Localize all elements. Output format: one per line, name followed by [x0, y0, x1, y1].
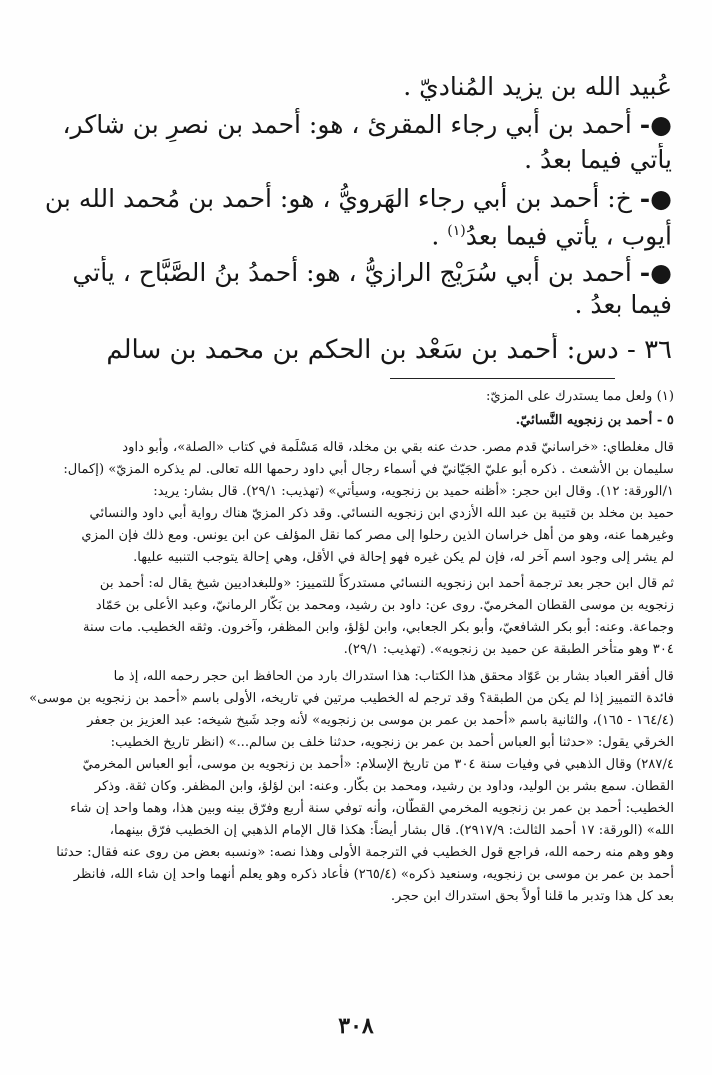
footnote-line-9: [10, 573, 674, 595]
entry-bullet-icon: ●-: [639, 184, 672, 213]
main-text-line-3-text: يأتي فيما بعدُ .: [524, 145, 672, 174]
main-text-line-5-text: أيوب ، يأتي فيما بعدُ: [465, 221, 672, 251]
footnote-line-12: [10, 639, 674, 661]
main-text-line-1: [12, 70, 672, 104]
main-text-line-4-text: خ: أحمد بن أبي رجاء الهَرويُّ ، هو: أحمد بن مُحمد الله بن: [44, 184, 632, 213]
footnote-line-1-text: (١) ولعل مما يستدرك على المزيّ:: [486, 389, 674, 404]
footnote-line-2: [10, 410, 674, 432]
entry-bullet-icon: ●-: [639, 110, 672, 139]
main-text-line-8-text: ٣٦ - دس: أحمد بن سَعْد بن الحكم بن محمد بن سالم: [106, 335, 672, 365]
main-text-line-3: [12, 143, 672, 177]
footnote-line-19-text: الخطيب: أحمد بن عمر بن زنجويه المخرمي القطّان، وأنه توفي سنة أربع وفرّق بينه وبين هذا، وهما واحد إن شاء: [70, 801, 674, 816]
footnote-line-1: [10, 386, 674, 408]
footnote-line-8-text: لم يشر إلى وجود اسم آخر له، فإن لم يكن غيره فهو إحالة في الأقل، وهي إحالة يتوجب التنبيه عليها.: [133, 550, 674, 565]
main-text-line-7-text: فيما بعدُ .: [574, 290, 672, 319]
footnote-line-2-text: ٥ - أحمد بن زنجويه النَّسائيّ.: [515, 413, 674, 428]
main-text-line-2: [12, 108, 672, 142]
footnote-line-16-text: الخرقي يقول: «حدثنا أبو العباس أحمد بن عمر بن زنجويه، حدثنا خلف بن سالم...» (انظر تاريخ الخطيب:: [110, 735, 674, 750]
footnote-line-11-text: وجماعة. وعنه: أبو بكر الشافعيّ، وأبو بكر الجعابي، وابن لؤلؤ، وابن المظفر، وآخرون. وثقه الخطيب. مات سنة: [82, 620, 674, 635]
footnote-line-20-text: الله» (الورقة: ١٧ أحمد الثالث: ٢٩١٧/٩). قال بشار أيضاً: هكذا قال الإمام الذهبي إن الخطيب فرّق بينهما،: [109, 823, 674, 838]
page-number: ٣٠٨: [338, 1013, 374, 1039]
main-text-line-6: [12, 256, 672, 290]
footnote-line-5: [10, 481, 674, 503]
footnote-line-12-text: ٣٠٤ وهو متأخر الطبقة عن حميد بن زنجويه». (تهذيب: ٢٩/١).: [343, 642, 674, 657]
main-text-line-5: أيوب ، يأتي فيما بعدُ$^{(١)}$ .: [431, 221, 672, 251]
footnote-line-21-text: وهو وهم منه رحمه الله، فراجع قول الخطيب في الترجمة الأولى وهذا نصه: «ونسبه بعض من روى عنه فقال: حدثنا: [56, 845, 674, 860]
footnote-line-22-text: أحمد بن عمر بن موسى بن زنجويه، وسنعيد ذكره» (٢٦٥/٤) فأعاد ذكره وهو يعلم أنهما واحد إن شاء الله، فانظر: [73, 867, 674, 882]
footnote-line-7-text: وغيرهما عنه، وهو من أهل خراسان الذين رحلوا إلى مصر كما نقل المؤلف عن ابن يونس. ومع ذلك فإن المزي: [81, 528, 674, 543]
footnote-line-23: [10, 886, 674, 908]
footnote-line-19: [10, 798, 674, 820]
footnote-line-15-text: (١٦٤/٤ - ١٦٥)، والثانية باسم «أحمد بن عمر بن موسى بن زنجويه» لأنه وجد شَيخ شيخه: عبد العزيز بن جعفر: [87, 713, 674, 728]
footnote-line-3: [10, 437, 674, 459]
footnote-line-13: [10, 666, 674, 688]
footnote-line-5-text: ١/الورقة: ١٢). وقال ابن حجر: «أظنه حميد بن زنجويه، وسيأتي» (تهذيب: ٢٩/١). قال بشار: يريد:: [153, 484, 674, 499]
footnote-line-7: [10, 525, 674, 547]
entry-bullet-icon: ●-: [639, 258, 672, 287]
main-text-line-2-text: أحمد بن أبي رجاء المقرئ ، هو: أحمد بن نصرِ بن شاكر،: [62, 110, 632, 139]
footnote-line-3-text: قال مغلطاي: «خراسانيّ قدم مصر. حدث عنه بقي بن مخلد، قاله مَسْلَمة في كتاب «الصلة»، وأبو داود: [122, 440, 674, 455]
main-text-line-1-text: عُبيد الله بن يزيد المُناديّ .: [403, 72, 672, 101]
footnote-line-17-text: ٢٨٧/٤) وقال الذهبي في وفيات سنة ٣٠٤ من تاريخ الإسلام: «أحمد بن زنجويه بن موسى، أبو العباس المخرميّ: [82, 757, 674, 772]
footnote-line-18: [10, 776, 674, 798]
footnote-line-9-text: ثم قال ابن حجر بعد ترجمة أحمد ابن زنجويه النسائي مستدركاً للتمييز: «وللبغداديين شيخ يقال له: أحمد بن: [99, 576, 674, 591]
footnote-divider: [390, 378, 615, 379]
footnote-line-4: [10, 459, 674, 481]
footnote-line-22: [10, 864, 674, 886]
footnote-line-8: [10, 547, 674, 569]
footnote-line-15: [10, 710, 674, 732]
footnote-line-4-text: سليمان بن الأشعث . ذكره أبو عليّ الجَيّانيّ في أسماء رجال أبي داود رحمها الله تعالى. لم يذكره المزيّ» (إكمال:: [63, 462, 674, 477]
main-text-line-7: [12, 288, 672, 322]
footnote-line-6-text: حميد بن مخلد بن قتيبة بن عبد الله الأزدي ابن زنجويه النسائي. وقد ذكر المزيّ هناك رواية أبي داود والنسائي: [89, 506, 674, 521]
footnote-line-13-text: قال أفقر العباد بشار بن عَوّاد محقق هذا الكتاب: هذا استدراك بارد من الحافظ ابن حجر رحمه الله، إذ ما: [113, 669, 674, 684]
main-text-line-6-text: أحمد بن أبي سُرَيْج الرازيُّ ، هو: أحمدُ بنُ الصَّبَّاح ، يأتي: [72, 258, 632, 287]
footnote-line-11: [10, 617, 674, 639]
footnote-line-20: [10, 820, 674, 842]
footnote-line-18-text: القطان. سمع بشر بن الوليد، وداود بن رشيد، ومحمد بن بكّار. وعنه: ابن لؤلؤ، وابن المظفر. وكان ثقة. وذكر: [94, 779, 674, 794]
footnote-line-10: [10, 595, 674, 617]
entry-heading-36: [12, 333, 672, 367]
main-text-line-4: [12, 182, 672, 216]
footnote-line-17: [10, 754, 674, 776]
footnote-line-14-text: فائدة التمييز إذا لم يكن من الطبقة؟ وقد ترجم له الخطيب مرتين في تاريخه، الأولى باسم «أحمد بن زنجويه بن موسى»: [29, 691, 674, 706]
footnote-reference: (١): [447, 223, 466, 239]
footnote-line-10-text: زنجويه بن موسى القطان المخرميّ. روى عن: داود بن رشيد، ومحمد بن بَكّار الرمانيّ، وعبد الأعلى بن حَمّاد: [95, 598, 674, 613]
footnote-line-21: [10, 842, 674, 864]
footnote-line-16: [10, 732, 674, 754]
footnote-line-14: [10, 688, 674, 710]
footnote-line-6: [10, 503, 674, 525]
footnote-line-23-text: بعد كل هذا وتدبر ما قلنا أولاً بحق استدراك ابن حجر.: [390, 889, 674, 904]
